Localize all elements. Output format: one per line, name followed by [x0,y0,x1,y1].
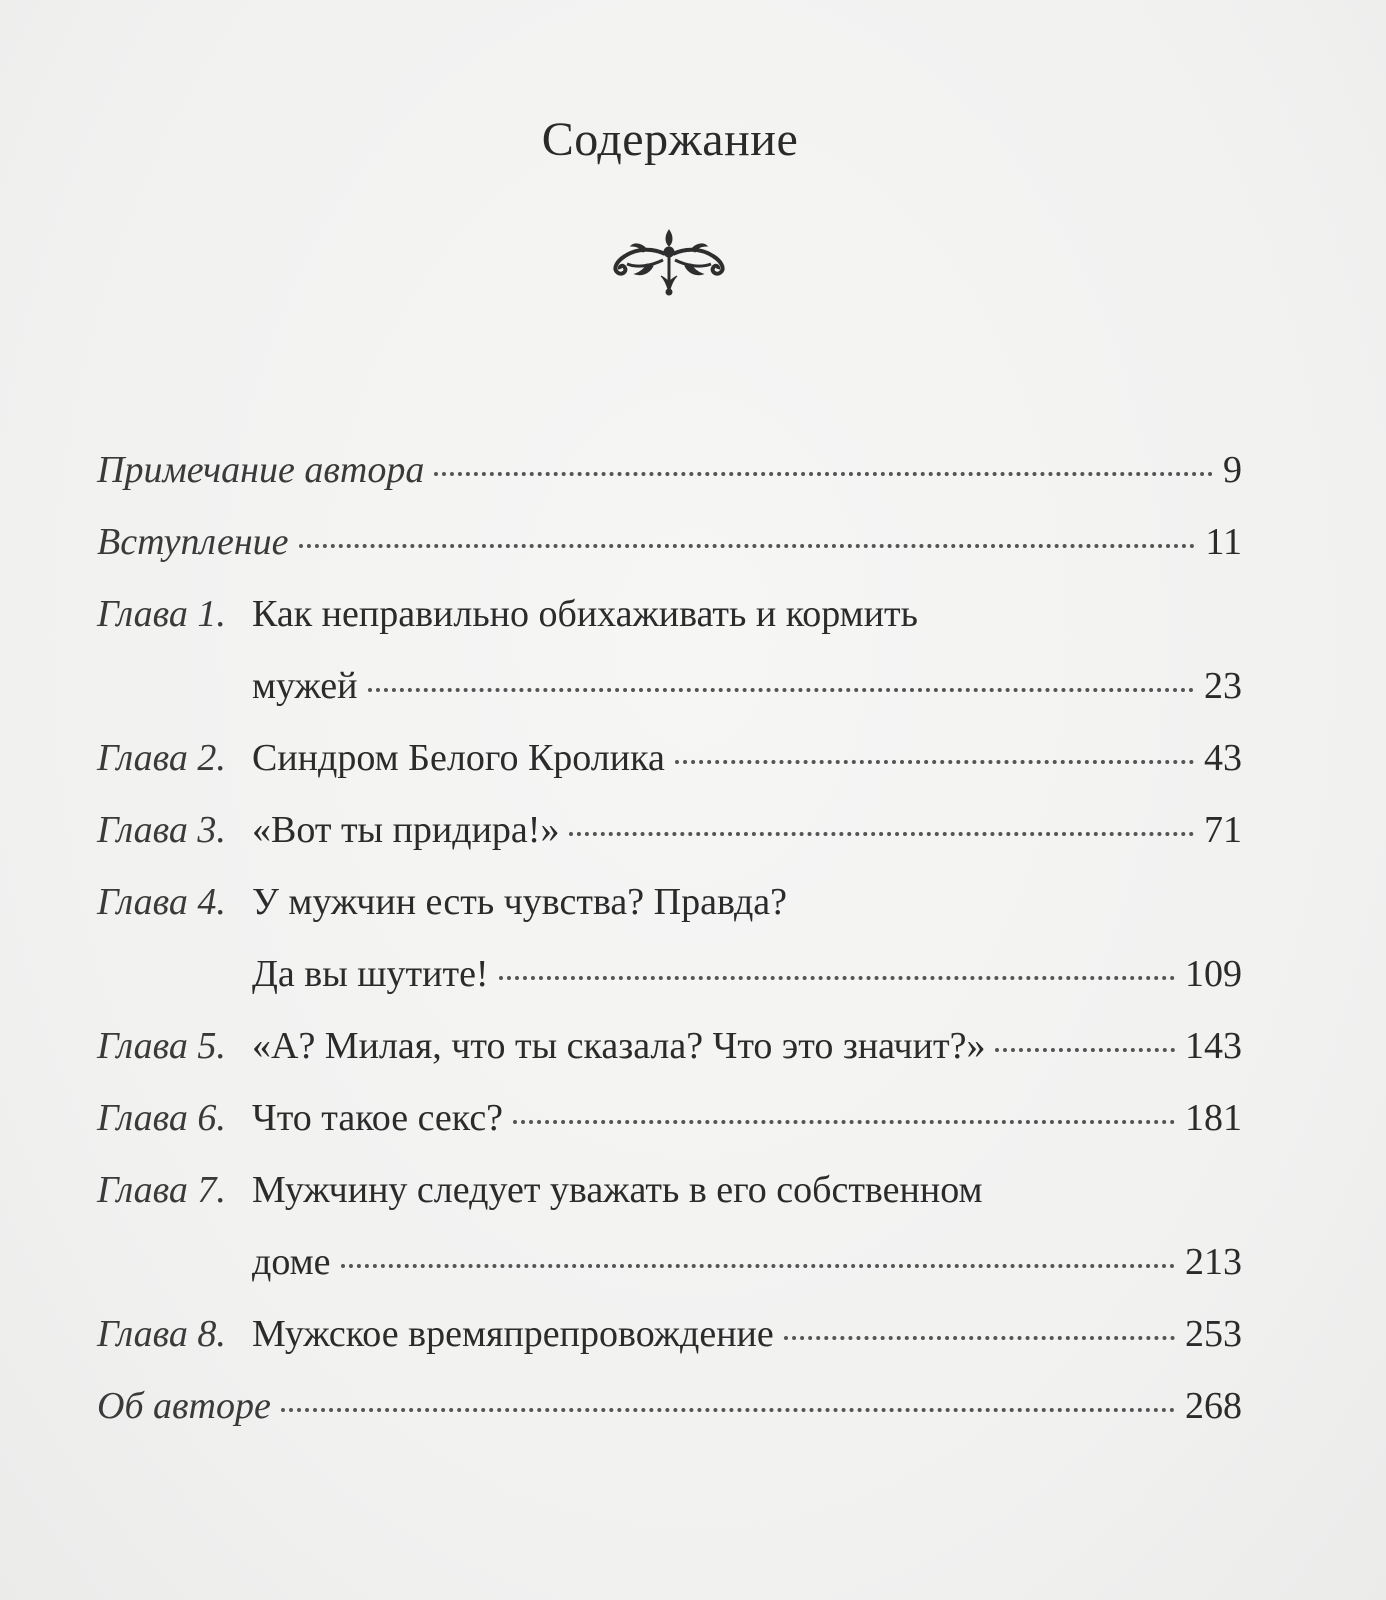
dot-leader [675,760,1194,764]
dot-leader [281,1408,1175,1412]
toc-label: Примечание автора [97,449,425,491]
toc-entry-chapter-7 [97,1154,1242,1298]
toc-chapter-label: Глава 3. [97,809,226,851]
toc-chapter-label: Глава 7. [97,1169,226,1211]
toc-entry-chapter-6 [97,1082,1242,1154]
toc-page-number: 109 [1185,953,1242,995]
toc-entry-chapter-1 [97,578,1242,722]
dot-leader [341,1264,1175,1268]
dot-leader [368,688,1194,692]
toc-chapter-title-cont: Да вы шутите! [252,953,489,995]
toc-entry-chapter-5 [97,1010,1242,1082]
page-title: Содержание [541,113,799,166]
toc-chapter-title: У мужчин есть чувства? Правда? [252,881,788,923]
toc-page-number: 268 [1185,1385,1242,1427]
toc-chapter-title: Синдром Белого Кролика [252,737,665,779]
toc-chapter-label: Глава 1. [97,593,226,635]
toc-page-number: 181 [1185,1097,1242,1139]
toc-page-number: 71 [1204,809,1242,851]
dot-leader [499,976,1175,980]
toc-entry-chapter-8 [97,1298,1242,1370]
toc-entry-about-author [97,1370,1242,1442]
table-of-contents [97,434,1242,1442]
toc-page-number: 143 [1185,1025,1242,1067]
toc-chapter-title: Что такое секс? [252,1097,504,1139]
toc-entry-chapter-2 [97,722,1242,794]
toc-page-number: 213 [1185,1241,1242,1283]
toc-entry-chapter-3 [97,794,1242,866]
dot-leader [299,544,1196,548]
toc-chapter-title: «Вот ты придира!» [252,809,560,851]
toc-entry-author-note [97,434,1242,506]
dot-leader [995,1048,1175,1052]
toc-chapter-title-cont: мужей [252,665,358,707]
dot-leader [434,472,1213,476]
toc-chapter-label: Глава 4. [97,881,226,923]
toc-page-number: 43 [1204,737,1242,779]
toc-page-number: 253 [1185,1313,1242,1355]
dot-leader [569,832,1194,836]
toc-label: Об авторе [97,1385,271,1427]
toc-chapter-title: Как неправильно обихаживать и кормить [252,593,918,635]
floral-ornament-icon [607,226,731,298]
toc-chapter-title-cont: доме [252,1241,331,1283]
toc-chapter-title: Мужчину следует уважать в его собственном [252,1169,983,1211]
toc-page-number: 9 [1223,449,1242,491]
dot-leader [784,1336,1175,1340]
toc-entry-introduction [97,506,1242,578]
toc-chapter-title: «А? Милая, что ты сказала? Что это значит?» [252,1025,986,1067]
toc-entry-chapter-4 [97,866,1242,1010]
toc-page-number: 23 [1204,665,1242,707]
toc-chapter-label: Глава 2. [97,737,226,779]
toc-chapter-label: Глава 8. [97,1313,226,1355]
toc-chapter-label: Глава 5. [97,1025,226,1067]
toc-chapter-title: Мужское времяпрепровождение [252,1313,774,1355]
toc-page-number: 11 [1205,521,1242,563]
dot-leader [513,1120,1175,1124]
toc-chapter-label: Глава 6. [97,1097,226,1139]
toc-label: Вступление [97,521,289,563]
